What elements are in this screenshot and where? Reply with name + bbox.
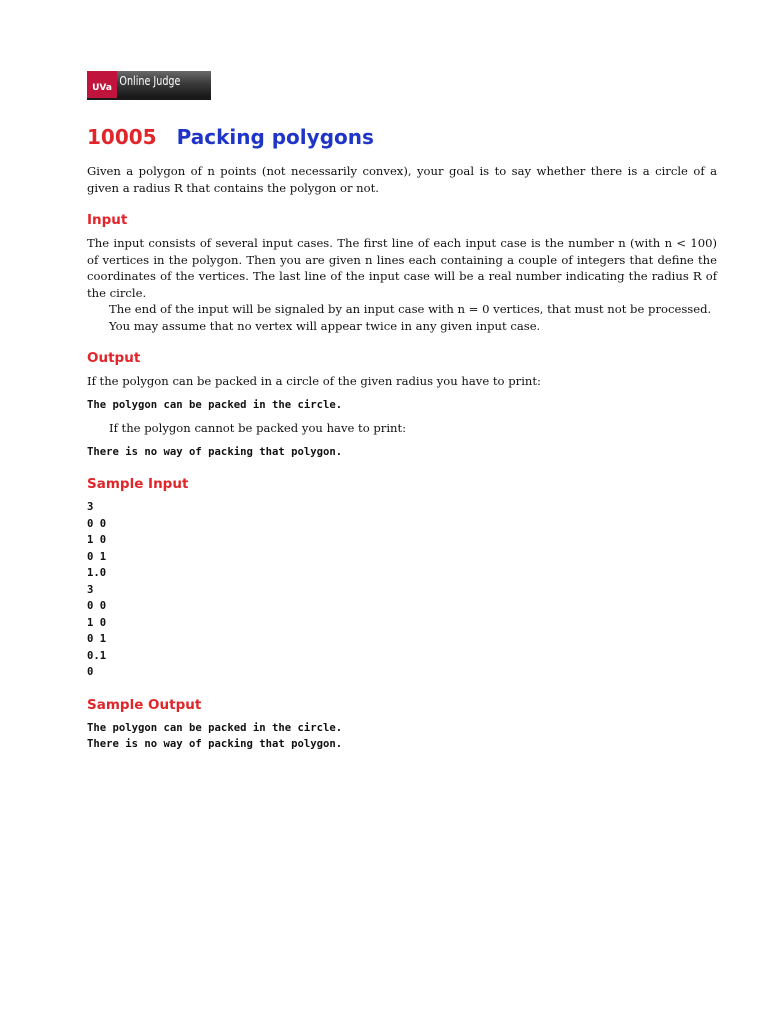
sample-input-line: 3 xyxy=(87,501,94,513)
intro-paragraph: Given a polygon of n points (not necessarily convex), your goal is to say whether there is a circle of a given a radius R that contains the polygon or not. xyxy=(87,164,717,195)
sample-input-line: 1 0 xyxy=(87,534,107,546)
output-paragraph-1: If the polygon can be packed in a circle of the given radius you have to print: xyxy=(87,374,541,388)
sample-output-line: There is no way of packing that polygon. xyxy=(87,738,343,750)
sample-output-heading: Sample Output xyxy=(87,696,202,713)
sample-input-heading: Sample Input xyxy=(87,476,189,492)
output-heading: Output xyxy=(87,350,141,366)
sample-input-line: 1.0 xyxy=(87,567,107,579)
input-paragraph-2: The end of the input will be signaled by an input case with n = 0 vertices, that must not be processed. xyxy=(109,302,712,316)
input-paragraph-3: You may assume that no vertex will appear twice in any given input case. xyxy=(109,318,541,333)
logo-text: Online Judge xyxy=(119,74,181,88)
sample-input-line: 0.1 xyxy=(87,649,107,662)
sample-input-line: 0 1 xyxy=(87,633,107,645)
sample-input-line: 3 xyxy=(87,583,94,596)
sample-input-line: 0 0 xyxy=(87,517,107,530)
sample-input-line: 0 0 xyxy=(87,600,107,612)
problem-name: Packing polygons xyxy=(176,125,374,149)
sample-output-block xyxy=(87,720,717,753)
output-message-1: The polygon can be packed in the circle. xyxy=(87,398,343,411)
sample-input-line: 0 1 xyxy=(87,550,107,563)
input-heading: Input xyxy=(87,212,128,228)
sample-input-line: 1 0 xyxy=(87,616,107,629)
output-paragraph-2: If the polygon cannot be packed you have to print: xyxy=(109,421,407,435)
problem-number: 10005 xyxy=(87,125,157,149)
input-paragraph-1: The input consists of several input cases. The first line of each input case is the number n (with n < 100) of vertices in the polygon. Then you are given n lines each containing a couple of integers that define the coordinates of the vertices. The last line of the input case will be a real number indicating the radius R of the circle. xyxy=(87,236,717,300)
problem-title xyxy=(87,124,717,150)
sample-output-line: The polygon can be packed in the circle. xyxy=(87,721,343,734)
sample-input-block xyxy=(87,499,717,681)
sample-input-line: 0 xyxy=(87,666,94,678)
uva-badge: UVa xyxy=(87,71,117,98)
output-message-2: There is no way of packing that polygon. xyxy=(87,445,343,458)
online-judge-logo xyxy=(87,71,211,100)
problem-statement xyxy=(87,71,717,753)
